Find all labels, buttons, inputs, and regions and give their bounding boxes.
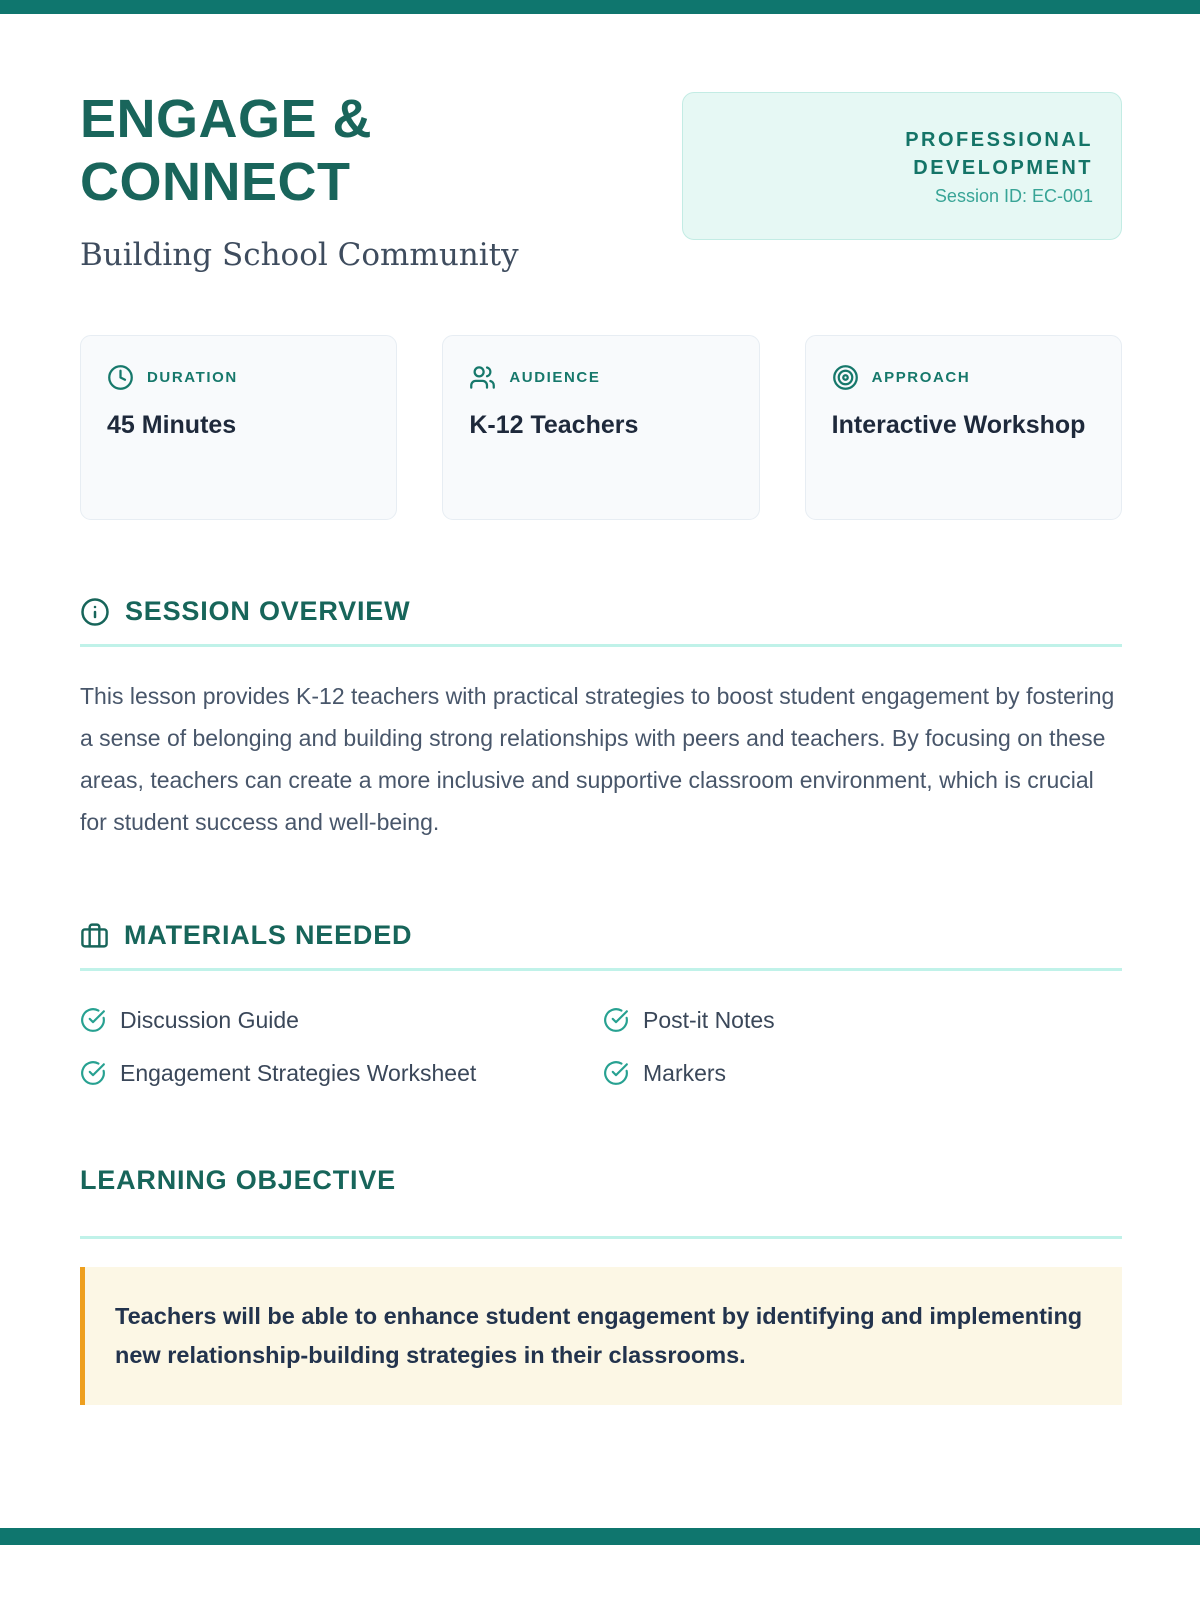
approach-label: APPROACH: [871, 369, 971, 387]
info-icon: [80, 597, 110, 627]
material-item-label: Engagement Strategies Worksheet: [120, 1059, 477, 1086]
session-overview-title: SESSION OVERVIEW: [125, 596, 411, 627]
check-circle-icon: [603, 1007, 629, 1033]
material-item-label: Post-it Notes: [643, 1006, 775, 1033]
approach-value: Interactive Workshop: [831, 411, 1086, 440]
professional-development-badge: [682, 92, 1122, 240]
session-overview-header: [80, 596, 1122, 647]
materials-section: [80, 920, 1122, 1087]
materials-title: MATERIALS NEEDED: [124, 919, 413, 950]
duration-card-header: [107, 364, 370, 391]
check-circle-icon: [80, 1060, 106, 1086]
approach-card-header: [832, 364, 1095, 391]
learning-objective-header: [80, 1165, 1122, 1239]
check-circle-icon: [603, 1060, 629, 1086]
learning-objective-callout: [80, 1267, 1122, 1405]
session-overview-body: This lesson provides K-12 teachers with practical strategies to boost student engagement by fostering a sense of belonging and building strong relationships with peers and teachers. By focusing on these areas, teachers can create a more inclusive and supportive classroom environment, which is crucial for student success and well-being.: [80, 683, 1115, 836]
audience-card-header: [469, 364, 732, 391]
target-icon: [832, 364, 859, 391]
title-block: [80, 88, 520, 273]
page-content: [80, 14, 1122, 1405]
top-accent-bar: [0, 0, 1200, 14]
badge-line-1: PROFESSIONAL: [905, 129, 1093, 151]
briefcase-icon: [80, 921, 109, 950]
page-title: ENGAGE & CONNECT: [80, 89, 373, 212]
badge-line-2: DEVELOPMENT: [913, 156, 1093, 179]
material-item-label: Markers: [643, 1059, 727, 1086]
bottom-accent-bar: [0, 1528, 1200, 1545]
learning-objective-section: [80, 1165, 1122, 1405]
learning-objective-title: LEARNING OBJECTIVE: [80, 1164, 396, 1195]
session-overview-section: [80, 596, 1122, 843]
list-item: [80, 1060, 603, 1087]
audience-label: AUDIENCE: [509, 369, 601, 387]
header: [80, 88, 1122, 273]
page-subtitle: Building School Community: [80, 237, 519, 274]
approach-card: [805, 335, 1122, 520]
duration-label: DURATION: [147, 369, 238, 387]
list-item: [80, 1007, 603, 1034]
duration-value: 45 Minutes: [107, 411, 237, 440]
users-icon: [469, 364, 496, 391]
audience-card: [442, 335, 759, 520]
list-item: [603, 1007, 1122, 1034]
audience-value: K-12 Teachers: [469, 411, 639, 440]
check-circle-icon: [80, 1007, 106, 1033]
duration-card: [80, 335, 397, 520]
info-card-row: [80, 335, 1122, 520]
material-item-label: Discussion Guide: [120, 1006, 299, 1033]
materials-header: [80, 920, 1122, 971]
materials-list: [80, 1007, 1122, 1087]
session-id: Session ID: EC-001: [934, 186, 1093, 207]
list-item: [603, 1060, 1122, 1087]
learning-objective-body: Teachers will be able to enhance student engagement by identifying and implementing new relationship-building strategies in their classrooms.: [115, 1302, 1083, 1368]
clock-icon: [107, 364, 134, 391]
